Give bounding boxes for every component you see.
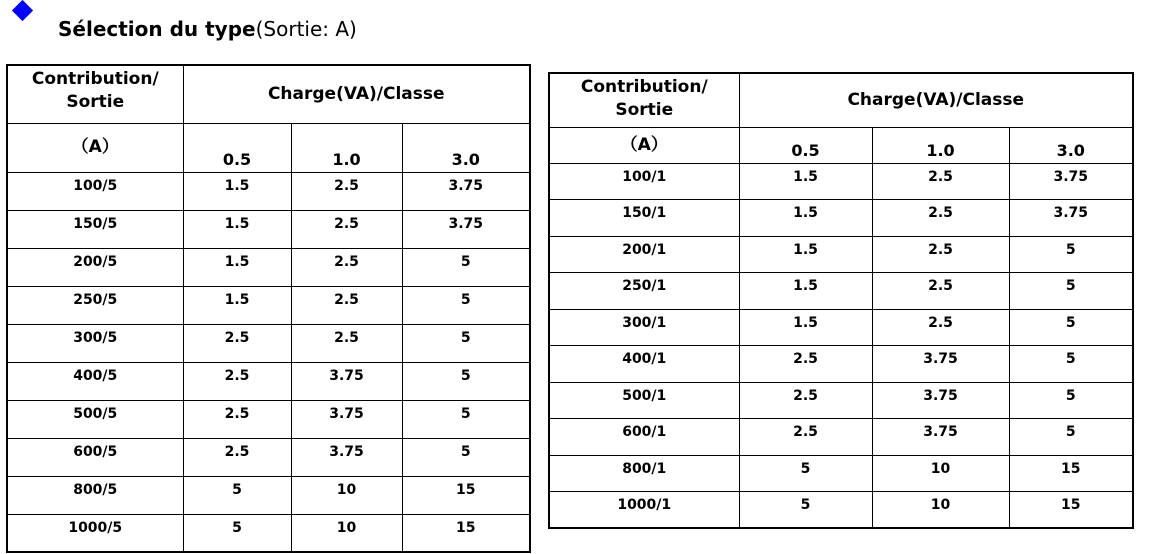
ratio-cell: 800/1 (549, 455, 739, 492)
charge-cell: 3.75 (402, 172, 530, 210)
ratio-cell: 300/1 (549, 309, 739, 346)
ratio-cell: 1000/1 (549, 492, 739, 529)
charge-cell: 5 (1009, 419, 1133, 456)
charge-cell: 1.5 (739, 200, 872, 237)
table-row (549, 455, 1133, 492)
table-row (7, 248, 530, 286)
charge-cell: 2.5 (872, 273, 1009, 310)
charge-cell: 2.5 (183, 400, 291, 438)
table-row (7, 286, 530, 324)
charge-cell: 2.5 (872, 200, 1009, 237)
table-row (7, 514, 530, 552)
charge-cell: 2.5 (183, 324, 291, 362)
charge-cell: 15 (402, 476, 530, 514)
charge-cell: 2.5 (291, 172, 402, 210)
charge-cell: 1.5 (183, 286, 291, 324)
section-heading (58, 17, 357, 41)
charge-cell: 5 (1009, 346, 1133, 383)
charge-cell: 5 (1009, 273, 1133, 310)
charge-cell: 3.75 (872, 346, 1009, 383)
table-row (549, 200, 1133, 237)
right-table (548, 72, 1134, 529)
charge-cell: 3.75 (872, 382, 1009, 419)
charge-header: Charge(VA)/Classe (739, 73, 1133, 127)
charge-cell: 5 (402, 400, 530, 438)
charge-header: Charge(VA)/Classe (183, 65, 530, 123)
charge-cell: 1.5 (183, 210, 291, 248)
table-row (549, 236, 1133, 273)
charge-cell: 3.75 (1009, 200, 1133, 237)
charge-cell: 2.5 (183, 438, 291, 476)
charge-cell: 3.75 (291, 438, 402, 476)
table-row (549, 492, 1133, 529)
charge-cell: 15 (402, 514, 530, 552)
class-header: 1.0 (291, 123, 402, 172)
charge-cell: 5 (1009, 309, 1133, 346)
class-header: 0.5 (183, 123, 291, 172)
charge-cell: 2.5 (739, 346, 872, 383)
charge-cell: 2.5 (872, 309, 1009, 346)
ratio-cell: 400/1 (549, 346, 739, 383)
table-row (7, 210, 530, 248)
charge-cell: 15 (1009, 492, 1133, 529)
ratio-cell: 150/1 (549, 200, 739, 237)
charge-cell: 2.5 (739, 419, 872, 456)
ratio-cell: 800/5 (7, 476, 183, 514)
charge-cell: 5 (183, 514, 291, 552)
table-row (549, 309, 1133, 346)
ratio-cell: 500/5 (7, 400, 183, 438)
charge-cell: 2.5 (872, 163, 1009, 200)
charge-cell: 5 (1009, 236, 1133, 273)
charge-cell: 1.5 (739, 163, 872, 200)
charge-cell: 3.75 (291, 400, 402, 438)
charge-cell: 2.5 (291, 286, 402, 324)
table-row (7, 438, 530, 476)
charge-cell: 2.5 (291, 210, 402, 248)
charge-cell: 1.5 (739, 273, 872, 310)
charge-cell: 5 (183, 476, 291, 514)
table-row (549, 382, 1133, 419)
ratio-cell: 600/1 (549, 419, 739, 456)
contribution-label-line2: Sortie (66, 91, 125, 112)
charge-cell: 2.5 (291, 324, 402, 362)
charge-cell: 5 (402, 286, 530, 324)
contribution-header (549, 73, 739, 127)
table-row (7, 172, 530, 210)
charge-cell: 1.5 (739, 236, 872, 273)
class-header: 0.5 (739, 127, 872, 163)
charge-cell: 2.5 (291, 248, 402, 286)
ratio-cell: 250/1 (549, 273, 739, 310)
contribution-header (7, 65, 183, 123)
table-row (549, 419, 1133, 456)
table-row (7, 324, 530, 362)
ratio-cell: 100/1 (549, 163, 739, 200)
ratio-cell: 100/5 (7, 172, 183, 210)
contribution-label-line1: Contribution/ (31, 69, 159, 89)
blue-diamond-icon (12, 0, 33, 21)
unit-header: （A） (7, 123, 183, 172)
charge-cell: 3.75 (872, 419, 1009, 456)
table-row (549, 273, 1133, 310)
charge-cell: 3.75 (291, 362, 402, 400)
charge-cell: 1.5 (739, 309, 872, 346)
contribution-label-line1: Contribution/ (580, 77, 708, 97)
contribution-label-line2: Sortie (615, 99, 674, 120)
charge-cell: 5 (1009, 382, 1133, 419)
heading-subtitle: (Sortie: A) (255, 17, 357, 41)
charge-cell: 10 (291, 476, 402, 514)
class-header: 3.0 (1009, 127, 1133, 163)
table-row (549, 163, 1133, 200)
class-header: 1.0 (872, 127, 1009, 163)
ratio-cell: 200/5 (7, 248, 183, 286)
table-row (7, 476, 530, 514)
table-row (7, 400, 530, 438)
unit-header: （A） (549, 127, 739, 163)
charge-cell: 3.75 (1009, 163, 1133, 200)
charge-cell: 10 (291, 514, 402, 552)
class-header: 3.0 (402, 123, 530, 172)
charge-cell: 2.5 (183, 362, 291, 400)
charge-cell: 1.5 (183, 172, 291, 210)
ratio-cell: 150/5 (7, 210, 183, 248)
ratio-cell: 1000/5 (7, 514, 183, 552)
charge-cell: 5 (402, 362, 530, 400)
class-header-row (7, 123, 530, 172)
charge-cell: 5 (402, 248, 530, 286)
left-table (6, 64, 531, 553)
charge-cell: 5 (402, 438, 530, 476)
charge-cell: 5 (739, 455, 872, 492)
ratio-cell: 600/5 (7, 438, 183, 476)
header-row (549, 73, 1133, 127)
table-row (7, 362, 530, 400)
ratio-cell: 200/1 (549, 236, 739, 273)
charge-cell: 2.5 (739, 382, 872, 419)
charge-cell: 5 (739, 492, 872, 529)
header-row (7, 65, 530, 123)
ratio-cell: 250/5 (7, 286, 183, 324)
table-row (549, 346, 1133, 383)
charge-cell: 5 (402, 324, 530, 362)
charge-cell: 2.5 (872, 236, 1009, 273)
charge-cell: 10 (872, 492, 1009, 529)
class-header-row (549, 127, 1133, 163)
charge-cell: 1.5 (183, 248, 291, 286)
ratio-cell: 500/1 (549, 382, 739, 419)
charge-cell: 10 (872, 455, 1009, 492)
charge-cell: 15 (1009, 455, 1133, 492)
heading-title: Sélection du type (58, 17, 256, 41)
ratio-cell: 400/5 (7, 362, 183, 400)
ratio-cell: 300/5 (7, 324, 183, 362)
charge-cell: 3.75 (402, 210, 530, 248)
